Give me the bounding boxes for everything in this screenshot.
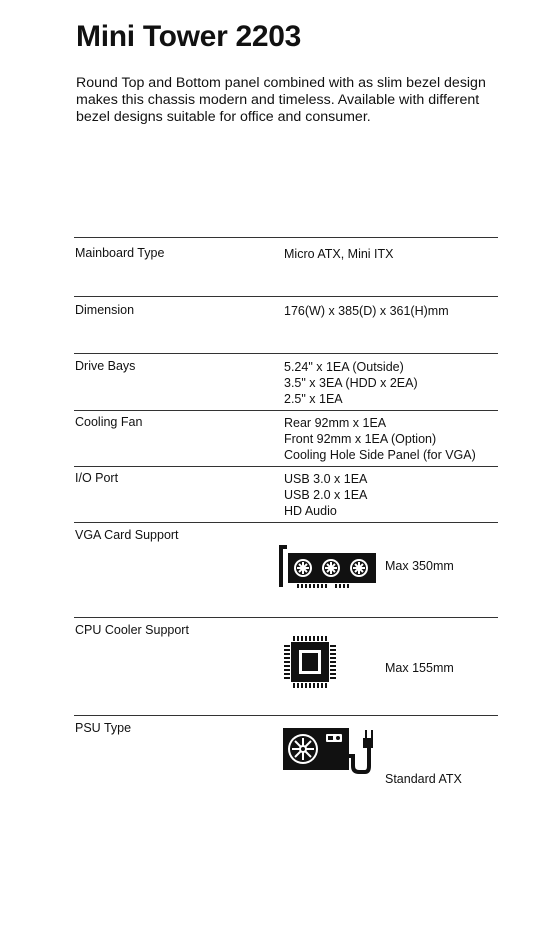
spec-label: CPU Cooler Support — [75, 623, 189, 637]
spec-label: Mainboard Type — [75, 246, 165, 260]
spec-value: Max 155mm — [385, 661, 454, 675]
spec-value — [284, 303, 449, 319]
spec-label: Dimension — [75, 303, 135, 317]
product-description: Round Top and Bottom panel combined with as slim bezel design makes this chassis modern and timeless. Available with different bezel designs suitable for office and consumer. — [76, 75, 486, 125]
spec-row-cpu-cooler-support — [74, 617, 498, 716]
graphics-card-icon — [279, 541, 381, 591]
spec-row-drive-bays — [74, 353, 498, 406]
spec-label: Drive Bays — [75, 359, 136, 373]
spec-row-psu-type — [74, 715, 498, 806]
spec-value-line: Cooling Hole Side Panel (for VGA) — [284, 448, 476, 462]
spec-row-mainboard-type — [74, 237, 498, 261]
spec-value — [284, 471, 367, 519]
spec-value-line: USB 3.0 x 1EA — [284, 472, 368, 486]
spec-value-line: 2.5" x 1EA — [284, 392, 343, 406]
spec-label: PSU Type — [75, 721, 132, 735]
page-title: Mini Tower 2203 — [76, 20, 302, 53]
spec-value-line: USB 2.0 x 1EA — [284, 488, 368, 502]
spec-value-line: 3.5" x 3EA (HDD x 2EA) — [284, 376, 418, 390]
spec-value — [284, 415, 476, 463]
spec-row-vga-card-support — [74, 522, 498, 618]
spec-value: Max 350mm — [385, 559, 454, 573]
spec-value-line: Rear 92mm x 1EA — [284, 416, 387, 430]
spec-label: VGA Card Support — [75, 528, 179, 542]
spec-value — [284, 359, 418, 407]
cpu-chip-icon — [279, 634, 341, 690]
power-supply-icon — [281, 726, 373, 780]
spec-label: Cooling Fan — [75, 415, 143, 429]
spec-value-line: 176(W) x 385(D) x 361(H)mm — [284, 304, 449, 318]
spec-row-io-port — [74, 466, 498, 518]
spec-label: I/O Port — [75, 471, 119, 485]
spec-value-line: Front 92mm x 1EA (Option) — [284, 432, 437, 446]
spec-value-line: 5.24" x 1EA (Outside) — [284, 360, 404, 374]
spec-row-dimension — [74, 296, 498, 318]
spec-value-line: HD Audio — [284, 504, 337, 518]
spec-value-line: Micro ATX, Mini ITX — [284, 247, 394, 261]
spec-row-cooling-fan — [74, 410, 498, 462]
spec-value: Standard ATX — [385, 772, 462, 786]
spec-value — [284, 246, 394, 262]
